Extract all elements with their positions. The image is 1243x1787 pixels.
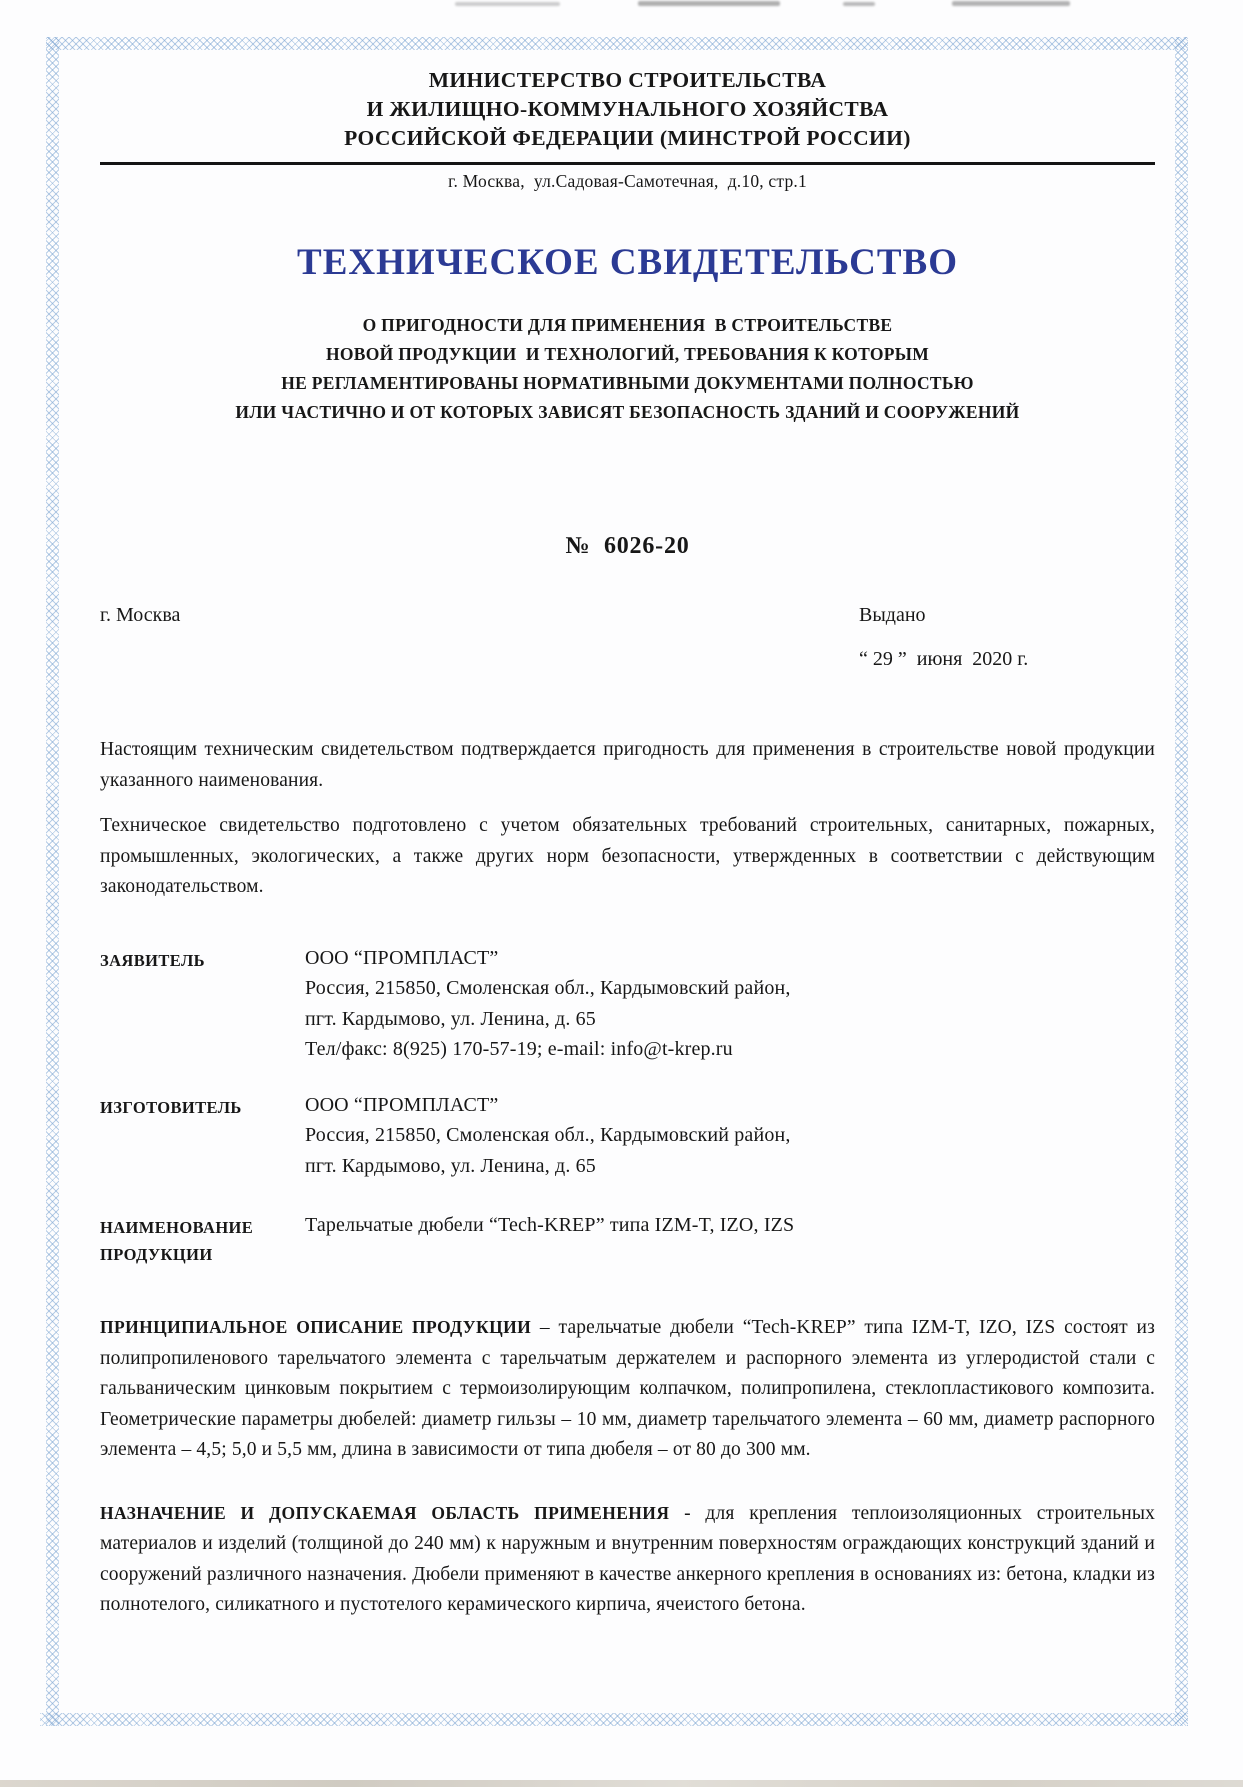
field-value — [305, 1090, 1155, 1182]
field-line: Россия, 215850, Смоленская обл., Кардымовский район, — [305, 1124, 791, 1146]
field-line: Тел/факс: 8(925) 170-57-19; e-mail: info@t-krep.ru — [305, 1038, 733, 1060]
ministry-line: И ЖИЛИЩНО-КОММУНАЛЬНОГО ХОЗЯЙСТВА — [366, 97, 889, 121]
purpose-text: - для крепления теплоизоляционных строительных материалов и изделий (толщиной до 240 мм) к наружным и внутренним поверхностям ограждающих конструкций зданий и сооружений различного назначения. Дюбели применяют в качестве анкерного крепления в основаниях из: бетона, кладки из полнотелого, силикатного и пустотелого керамического кирпича, ячеистого бетона. — [100, 1502, 1155, 1615]
field-label: ЗАЯВИТЕЛЬ — [100, 950, 205, 970]
field-line: Тарельчатые дюбели “Tech-KREP” типа IZM-T, IZO, IZS — [305, 1214, 795, 1236]
ministry-line: РОССИЙСКОЙ ФЕДЕРАЦИИ (МИНСТРОЙ РОССИИ) — [344, 126, 911, 150]
field-line: ООО “ПРОМПЛАСТ” — [305, 946, 499, 969]
subtitle-line: НЕ РЕГЛАМЕНТИРОВАНЫ НОРМАТИВНЫМИ ДОКУМЕНТАМИ ПОЛНОСТЬЮ — [281, 373, 974, 393]
subtitle-line: О ПРИГОДНОСТИ ДЛЯ ПРИМЕНЕНИЯ В СТРОИТЕЛЬСТВЕ — [362, 315, 893, 335]
document-subtitle — [100, 311, 1155, 427]
ministry-line: МИНИСТЕРСТВО СТРОИТЕЛЬСТВА — [428, 68, 827, 92]
field-product-name — [100, 1210, 1155, 1268]
decorative-border-bottom — [40, 1713, 1188, 1726]
description-text: – тарельчатые дюбели “Tech-KREP” типа IZM-T, IZO, IZS состоят из полипропиленового тарельчатого элемента с тарельчатым держателем и распорного элемента из углеродистой стали с гальваническим цинковым покрытием с термоизолирующим колпачком, полипропилена, стеклопластикового композита. Геометрические параметры дюбелей: диаметр гильзы – 10 мм, диаметр тарельчатого элемента – 60 мм, диаметр распорного элемента – 4,5; 5,0 и 5,5 мм, длина в зависимости от типа дюбеля – от 80 до 300 мм. — [100, 1317, 1155, 1460]
field-line: пгт. Кардымово, ул. Ленина, д. 65 — [305, 1154, 596, 1177]
document-title: ТЕХНИЧЕСКОЕ СВИДЕТЕЛЬСТВО — [297, 242, 958, 283]
field-value — [305, 1210, 1155, 1268]
purpose-paragraph — [100, 1498, 1155, 1621]
field-applicant — [100, 943, 1155, 1065]
purpose-heading: НАЗНАЧЕНИЕ И ДОПУСКАЕМАЯ ОБЛАСТЬ ПРИМЕНЕНИЯ — [100, 1502, 670, 1523]
field-manufacturer — [100, 1090, 1155, 1182]
field-line: Россия, 215850, Смоленская обл., Кардымовский район, — [305, 977, 791, 999]
issue-block — [859, 604, 1155, 671]
ministry-header — [100, 66, 1155, 153]
field-value — [305, 943, 1155, 1065]
decorative-border-left — [46, 37, 59, 1726]
issue-city: г. Москва — [100, 604, 181, 626]
issue-row — [100, 604, 1155, 671]
decorative-border-right — [1175, 37, 1188, 1726]
issued-date: “ 29 ” июня 2020 г. — [859, 648, 1029, 670]
field-line: ООО “ПРОМПЛАСТ” — [305, 1093, 499, 1116]
ministry-address: г. Москва, ул.Садовая-Самотечная, д.10, стр.1 — [448, 171, 807, 191]
issued-label: Выдано — [859, 604, 926, 626]
scan-paper-edge — [0, 1780, 1243, 1787]
description-heading: ПРИНЦИПИАЛЬНОЕ ОПИСАНИЕ ПРОДУКЦИИ — [100, 1317, 532, 1337]
subtitle-line: НОВОЙ ПРОДУКЦИИ И ТЕХНОЛОГИЙ, ТРЕБОВАНИЯ К КОТОРЫМ — [325, 344, 930, 364]
certificate-number: № 6026-20 — [565, 533, 690, 559]
description-paragraph — [100, 1312, 1155, 1466]
field-line: пгт. Кардымово, ул. Ленина, д. 65 — [305, 1007, 596, 1030]
field-label: НАИМЕНОВАНИЕ ПРОДУКЦИИ — [100, 1218, 254, 1264]
document-content — [100, 0, 1155, 1621]
field-label: ИЗГОТОВИТЕЛЬ — [100, 1097, 242, 1117]
subtitle-line: ИЛИ ЧАСТИЧНО И ОТ КОТОРЫХ ЗАВИСЯТ БЕЗОПАСНОСТЬ ЗДАНИЙ И СООРУЖЕНИЙ — [235, 402, 1020, 422]
header-rule — [100, 162, 1155, 165]
intro-paragraph-1: Настоящим техническим свидетельством подтверждается пригодность для применения в строительстве новой продукции указанного наименования. — [100, 739, 1155, 791]
intro-paragraph-2: Техническое свидетельство подготовлено с учетом обязательных требований строительных, санитарных, пожарных, промышленных, экологических, а также других норм безопасности, утвержденных в соответствии с действующим законодательством. — [100, 815, 1155, 897]
